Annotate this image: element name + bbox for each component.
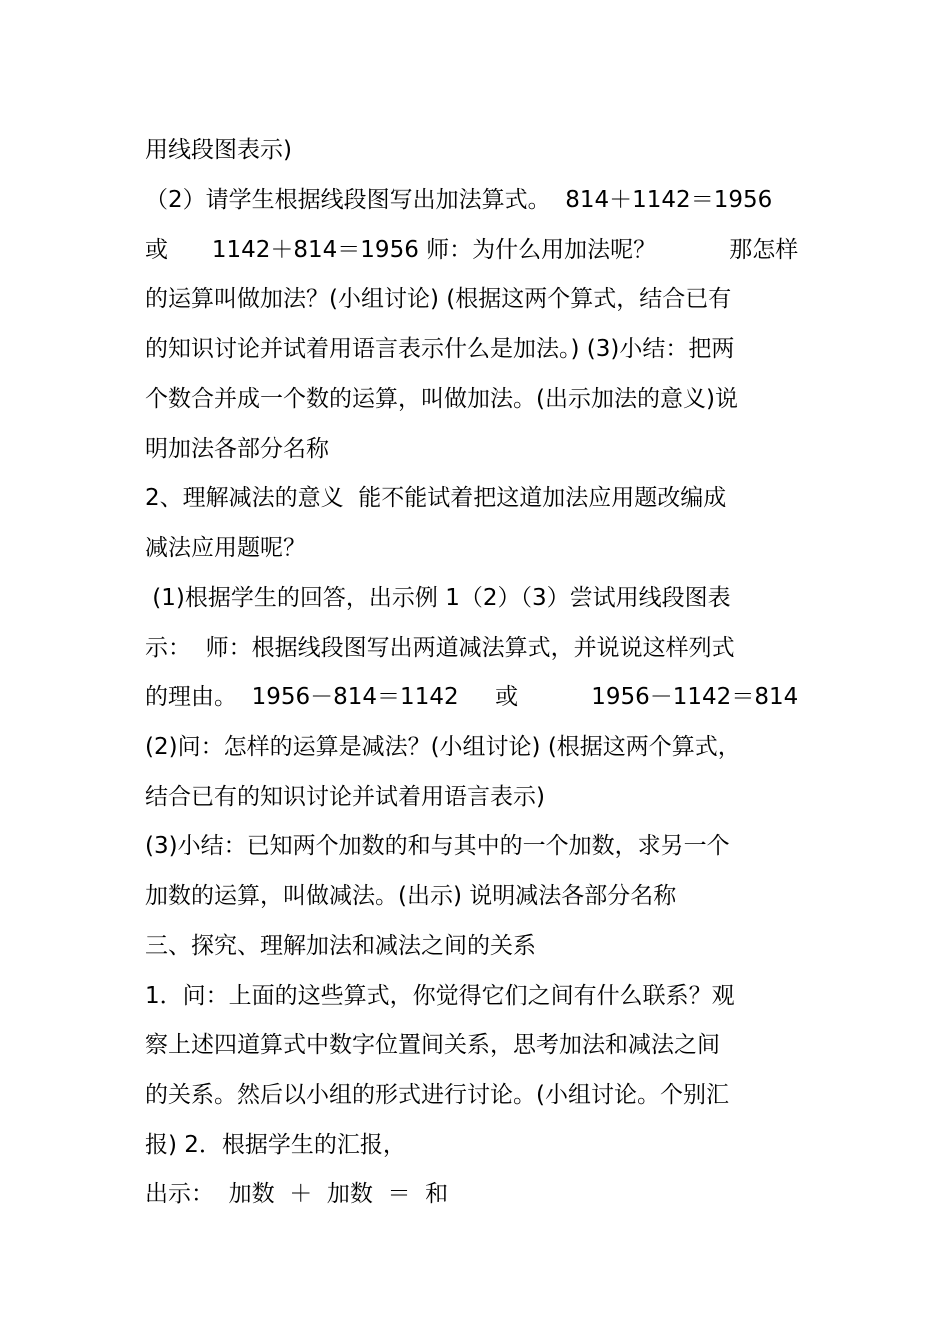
text-line: 减法应用题呢？ <box>145 535 306 561</box>
text-line: 明加法各部分名称 <box>145 436 329 462</box>
text-line: 或 1142＋814＝1956 师：为什么用加法呢？ 那怎样 <box>145 237 799 263</box>
text-line: 察上述四道算式中数字位置间关系，思考加法和减法之间 <box>145 1032 720 1058</box>
text-line: 用线段图表示) <box>145 137 292 163</box>
text-line: 的理由。 1956－814＝1142 或 1956－1142＝814 <box>145 684 799 710</box>
text-line: 结合已有的知识讨论并试着用语言表示) <box>145 784 545 810</box>
text-line: (1)根据学生的回答，出示例 1（2）（3）尝试用线段图表 <box>145 585 731 611</box>
text-line: 的运算叫做加法？(小组讨论) (根据这两个算式，结合已有 <box>145 286 732 312</box>
text-line: 加数的运算，叫做减法。(出示) 说明减法各部分名称 <box>145 883 677 909</box>
text-line: (3)小结：已知两个加数的和与其中的一个加数，求另一个 <box>145 833 730 859</box>
text-line: (2)问：怎样的运算是减法？(小组讨论) (根据这两个算式， <box>145 734 741 760</box>
text-line: 的关系。然后以小组的形式进行讨论。(小组讨论。个别汇 <box>145 1082 729 1108</box>
text-line: 报) 2．根据学生的汇报， <box>145 1132 406 1158</box>
text-line: 示： 师：根据线段图写出两道减法算式，并说说这样列式 <box>145 635 735 661</box>
text-line: （2）请学生根据线段图写出加法算式。 814＋1142＝1956 <box>145 187 773 213</box>
text-line: 1．问：上面的这些算式，你觉得它们之间有什么联系？观 <box>145 983 735 1009</box>
formula-line: 出示： 加数 ＋ 加数 ＝ 和 <box>145 1181 449 1207</box>
section-heading: 三、探究、理解加法和减法之间的关系 <box>145 933 536 959</box>
text-line: 的知识讨论并试着用语言表示什么是加法。) (3)小结：把两 <box>145 336 735 362</box>
section-heading: 2、理解减法的意义 能不能试着把这道加法应用题改编成 <box>145 485 727 511</box>
text-line: 个数合并成一个数的运算，叫做加法。(出示加法的意义)说 <box>145 386 738 412</box>
